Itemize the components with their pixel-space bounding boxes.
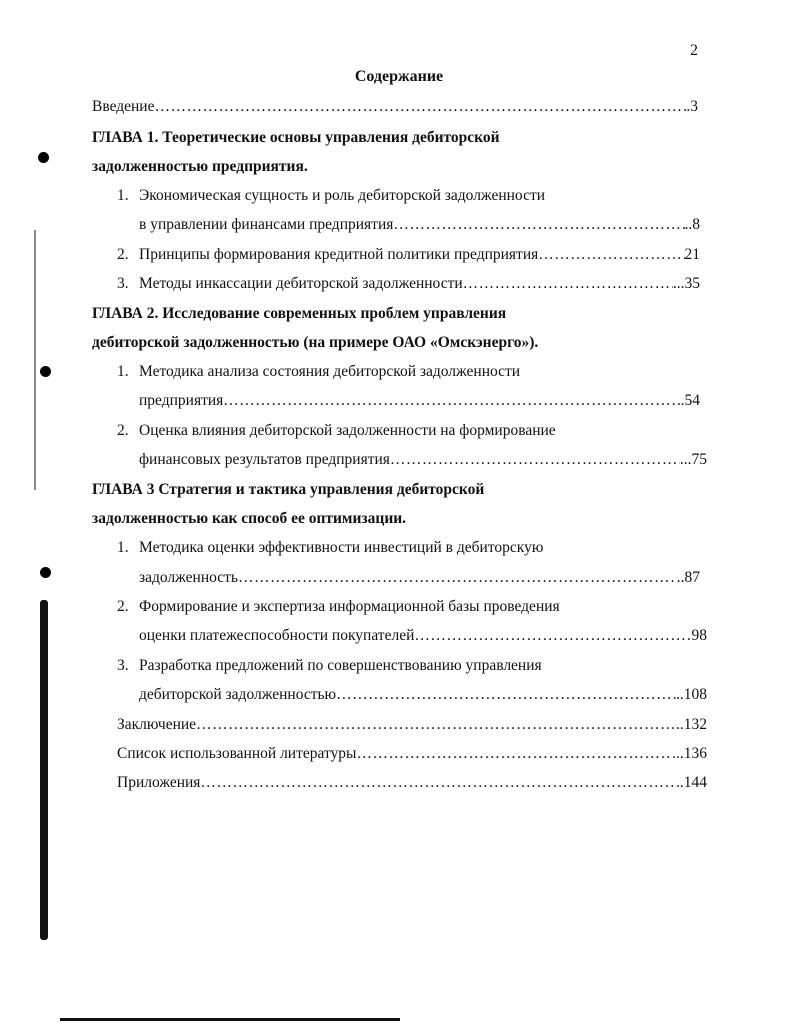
page-number: 2	[690, 42, 698, 59]
item-title: Формирование и экспертиза информационной базы проведения	[139, 598, 560, 615]
item-title: Методика анализа состояния дебиторской задолженности	[139, 363, 521, 380]
toc-page-number: ...136	[672, 745, 707, 762]
item-title: Оценка влияния дебиторской задолженности на формирование	[139, 422, 556, 439]
scan-bottom-line	[60, 1018, 400, 1021]
chapter-1-heading-cont: задолженностью предприятия.	[92, 158, 308, 175]
item-number: 2.	[117, 598, 129, 615]
toc-page-number: ..132	[676, 716, 707, 733]
dot-leader	[356, 744, 672, 764]
item-title-cont: в управлении финансами предприятия	[139, 216, 394, 233]
toc-entry-conclusion[interactable]	[117, 715, 707, 735]
chapter-2-heading[interactable]: ГЛАВА 2. Исследование современных проблем управления	[92, 305, 507, 322]
toc-item-3-3-cont[interactable]	[139, 685, 707, 705]
item-title: Методика оценки эффективности инвестиций в дебиторскую	[139, 539, 544, 556]
toc-item-3-2-cont[interactable]	[139, 626, 707, 646]
item-title-cont: предприятия	[139, 392, 224, 409]
toc-page-number: .3	[686, 98, 698, 115]
toc-entry-label: Список использованной литературы	[117, 745, 357, 762]
item-title: Методы инкассации дебиторской задолженности	[139, 275, 463, 292]
toc-item-1-1[interactable]	[117, 186, 545, 206]
toc-item-2-1-cont[interactable]	[139, 391, 700, 411]
dot-leader	[463, 274, 673, 294]
item-number: 2.	[117, 246, 129, 263]
item-title-cont: задолженность	[139, 569, 239, 586]
item-number: 1.	[117, 539, 129, 556]
toc-item-1-1-cont[interactable]	[139, 215, 700, 235]
scan-edge-shadow	[40, 600, 48, 940]
dot-leader	[336, 685, 676, 705]
binder-hole-mark	[40, 567, 51, 578]
item-number: 1.	[117, 363, 129, 380]
toc-entry-appendices[interactable]	[117, 773, 707, 793]
item-title: Принципы формирования кредитной политики предприятия	[139, 246, 539, 263]
scan-edge-line	[34, 230, 36, 490]
dot-leader	[238, 568, 677, 588]
toc-page-number: ...35	[672, 275, 700, 292]
toc-page-number: ..8	[684, 216, 700, 233]
item-number: 2.	[117, 422, 129, 439]
toc-page-number: 98	[691, 627, 707, 644]
toc-item-2-2-cont[interactable]	[139, 450, 707, 470]
item-title-cont: финансовых результатов предприятия	[139, 451, 390, 468]
chapter-3-heading-cont: задолженностью как способ ее оптимизации.	[92, 510, 407, 527]
binder-hole-mark	[40, 366, 51, 377]
item-title: Разработка предложений по совершенствованию управления	[139, 657, 542, 674]
toc-page-number: 21	[684, 246, 700, 263]
toc-entry-label: Заключение	[117, 716, 197, 733]
dot-leader	[390, 450, 680, 470]
item-number: 1.	[117, 187, 129, 204]
item-title: Экономическая сущность и роль дебиторской задолженности	[139, 187, 546, 204]
toc-page-number: ..108	[676, 686, 707, 703]
item-number: 3.	[117, 275, 129, 292]
item-number: 3.	[117, 657, 129, 674]
dot-leader	[538, 245, 684, 265]
chapter-2-heading-cont: дебиторской задолженностью (на примере ОАО «Омскэнерго»).	[92, 334, 539, 351]
chapter-3-heading[interactable]: ГЛАВА 3 Стратегия и тактика управления дебиторской	[92, 481, 485, 498]
item-title-cont: оценки платежеспособности покупателей	[139, 627, 415, 644]
dot-leader	[196, 715, 676, 735]
toc-item-2-2[interactable]	[117, 421, 556, 441]
chapter-1-heading[interactable]: ГЛАВА 1. Теоретические основы управления дебиторской	[92, 129, 500, 146]
toc-page-number: ..144	[676, 774, 707, 791]
toc-entry-label: Введение	[92, 98, 155, 115]
toc-entry-intro[interactable]	[92, 97, 698, 117]
page-title: Содержание	[354, 68, 444, 85]
item-title-cont: дебиторской задолженностью	[139, 686, 337, 703]
dot-leader	[414, 626, 691, 646]
toc-page-number: ...75	[679, 451, 707, 468]
toc-item-3-3[interactable]	[117, 656, 542, 676]
dot-leader	[393, 215, 684, 235]
dot-leader	[200, 773, 676, 793]
toc-item-3-2[interactable]	[117, 597, 560, 617]
binder-hole-mark	[38, 152, 49, 163]
toc-page-number: ..87	[676, 569, 700, 586]
toc-entry-label: Приложения	[117, 774, 201, 791]
toc-item-2-1[interactable]	[117, 362, 520, 382]
dot-leader	[223, 391, 680, 411]
toc-entry-bibliography[interactable]	[117, 744, 707, 764]
toc-item-1-3[interactable]	[117, 274, 700, 294]
toc-item-3-1[interactable]	[117, 538, 543, 558]
toc-page-number: .54	[680, 392, 700, 409]
toc-item-1-2[interactable]	[117, 245, 700, 265]
toc-item-3-1-cont[interactable]	[139, 568, 700, 588]
dot-leader	[154, 97, 686, 117]
